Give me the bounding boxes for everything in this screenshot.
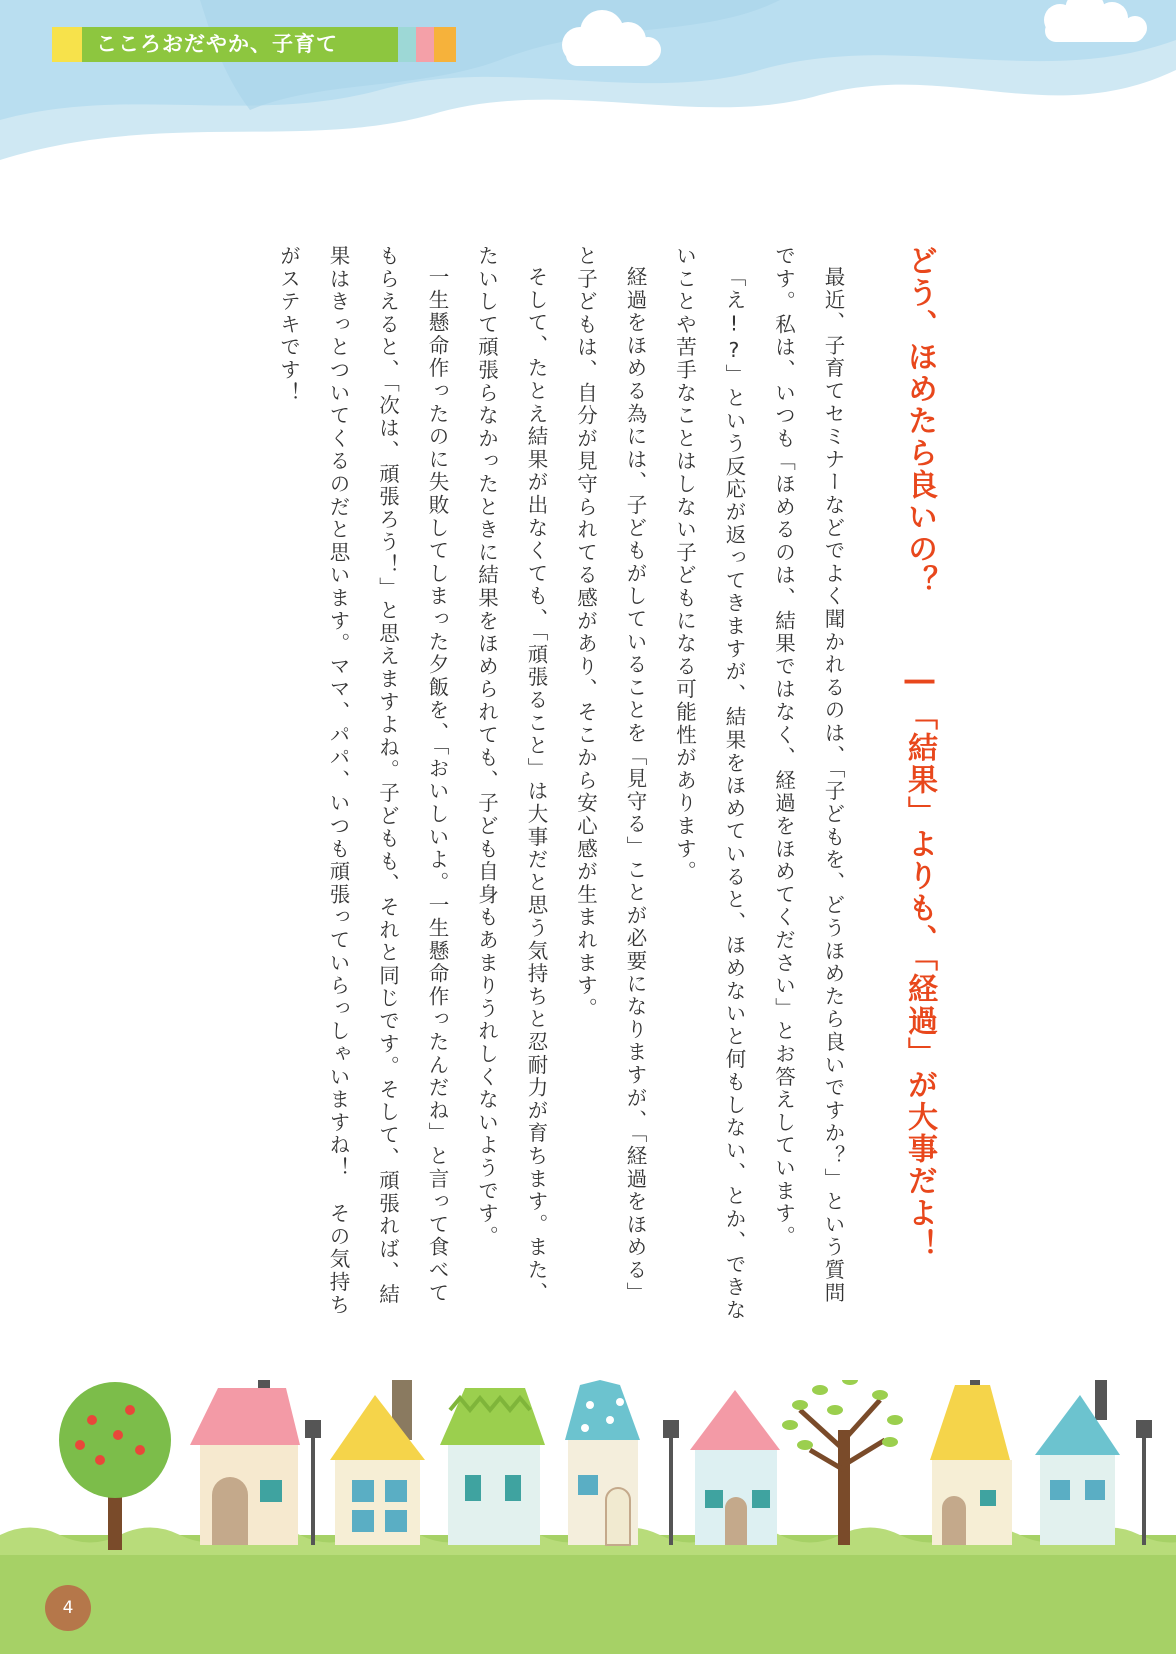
section-title: こころおだやか、子育て	[82, 27, 398, 62]
house-icon	[190, 1380, 300, 1545]
house-icon	[930, 1380, 1012, 1545]
paragraph: 経過をほめる為には、子どもがしていることを「見守る」ことが必要になりますが、「経過をほめる」と子どもは、自分が見守られてる感があり、そこから安心感が生まれます。	[573, 245, 647, 1305]
tree-icon	[782, 1380, 903, 1545]
street-lamp-icon	[663, 1420, 679, 1545]
house-icon	[565, 1380, 640, 1545]
page-number: 4	[45, 1585, 91, 1631]
street-lamp-icon	[1136, 1420, 1152, 1545]
article-title	[903, 245, 936, 1325]
town-illustration	[0, 1380, 1176, 1654]
house-icon	[330, 1380, 425, 1545]
apple-tree-icon	[59, 1382, 171, 1550]
paragraph: 一生懸命作ったのに失敗してしまった夕飯を、「おいしいよ。一生懸命作ったんだね」と言って食べてもらえると、「次は、頑張ろう！」と思えますよね。子どもも、それと同じです。そして、頑張れば、結果はきっとついてくるのだと思います。ママ、パパ、いつも頑張っていらっしゃいますね！ その気持ちがステキです！	[276, 245, 449, 1317]
paragraph: そして、たとえ結果が出なくても、「頑張ること」は大事だと思う気持ちと忍耐力が育ちます。また、たいして頑張らなかったときに結果をほめられても、子ども自身もあまりうれしくないようです。	[474, 245, 548, 1305]
article-subtitle: ―「結果」よりも、「経過」が大事だよ！	[902, 663, 937, 1261]
article-body	[263, 245, 857, 1325]
header-color-block	[52, 27, 82, 62]
article-heading: どう、ほめたら良いの？	[902, 245, 937, 597]
house-icon	[1035, 1380, 1120, 1545]
header-color-block	[398, 27, 416, 62]
paragraph: 「え!?」という反応が返ってきますが、結果をほめていると、ほめないと何もしない、とか、できないことや苦手なことはしない子どもになる可能性があります。	[672, 245, 746, 1322]
house-icon	[440, 1388, 545, 1545]
article	[263, 245, 936, 1325]
house-icon	[690, 1390, 780, 1545]
paragraph: 最近、子育てセミナーなどでよく聞かれるのは、「子どもを、どうほめたら良いですか？」という質問です。私は、いつも「ほめるのは、結果ではなく、経過をほめてください」とお答えしています。	[771, 245, 845, 1305]
header-color-block	[416, 27, 434, 62]
street-lamp-icon	[305, 1420, 321, 1545]
section-header	[52, 27, 456, 62]
header-color-block	[434, 27, 456, 62]
